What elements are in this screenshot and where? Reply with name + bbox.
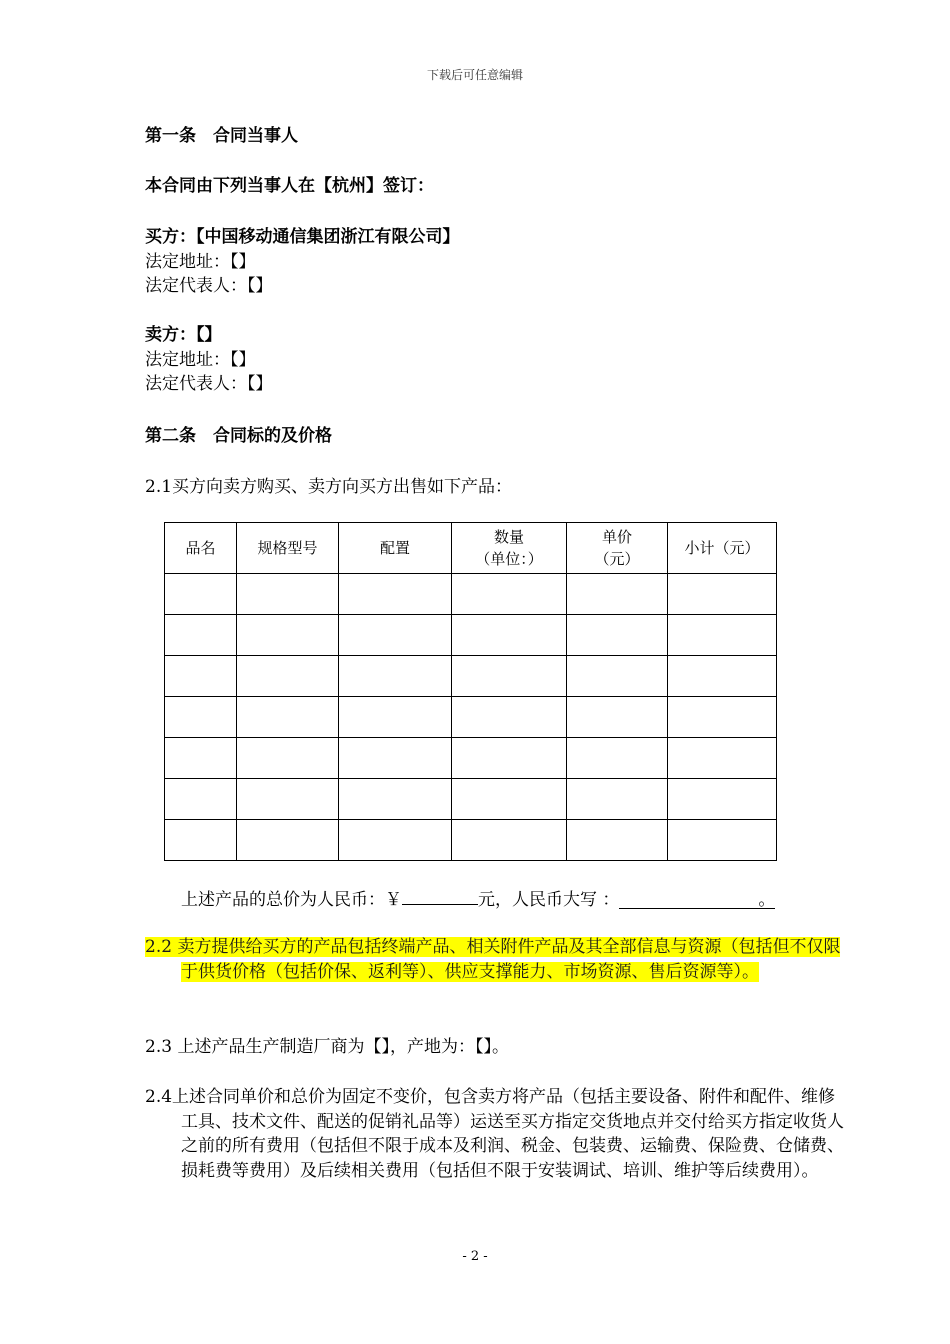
table-cell [668, 615, 777, 656]
total-price-end: 。 [758, 890, 776, 910]
product-table [164, 522, 777, 861]
total-amount-blank [402, 884, 478, 905]
buyer-representative: 法定代表人：【】 [145, 276, 273, 296]
table-row [165, 656, 777, 697]
seller-address: 法定地址：【】 [145, 350, 256, 370]
table-cell [452, 574, 567, 615]
table-row [165, 820, 777, 861]
table-row [165, 738, 777, 779]
table-cell [452, 615, 567, 656]
buyer-line: 买方：【中国移动通信集团浙江有限公司】 [145, 227, 460, 247]
table-cell [339, 656, 452, 697]
table-cell [567, 820, 668, 861]
table-cell [452, 779, 567, 820]
table-cell [237, 738, 339, 779]
header-cell-subtotal: 小计（元） [668, 523, 777, 574]
table-cell [567, 656, 668, 697]
table-cell [339, 615, 452, 656]
table-header-row [165, 523, 777, 574]
table-cell [237, 820, 339, 861]
table-cell [165, 820, 237, 861]
table-row [165, 697, 777, 738]
table-cell [165, 615, 237, 656]
table-cell [165, 738, 237, 779]
table-cell [237, 779, 339, 820]
table-cell [567, 615, 668, 656]
article-1-intro: 本合同由下列当事人在【杭州】签订： [145, 176, 434, 196]
table-row [165, 574, 777, 615]
table-cell [339, 697, 452, 738]
table-cell [567, 697, 668, 738]
header-cell-model: 规格型号 [237, 523, 339, 574]
table-cell [339, 738, 452, 779]
table-cell [668, 820, 777, 861]
seller-line: 卖方：【】 [145, 325, 222, 345]
table-cell [452, 697, 567, 738]
table-cell [339, 779, 452, 820]
table-row [165, 779, 777, 820]
table-cell [237, 574, 339, 615]
table-cell [668, 656, 777, 697]
table-cell [339, 820, 452, 861]
clause-2-2 [145, 935, 846, 984]
table-cell [237, 615, 339, 656]
header-cell-unit-price: 单价 （元） [567, 523, 668, 574]
article-2-title: 第二条 合同标的及价格 [145, 426, 332, 446]
total-price-line [181, 884, 775, 912]
header-cell-product-name: 品名 [165, 523, 237, 574]
table-cell [567, 574, 668, 615]
total-amount-words-blank [619, 888, 775, 909]
table-cell [165, 697, 237, 738]
table-cell [237, 656, 339, 697]
table-cell [668, 697, 777, 738]
page-header: 下载后可任意编辑 [426, 68, 523, 82]
table-cell [165, 656, 237, 697]
seller-representative: 法定代表人：【】 [145, 374, 273, 394]
clause-2-1: 2.1买方向卖方购买、卖方向买方出售如下产品： [145, 477, 513, 497]
table-cell [165, 779, 237, 820]
table-cell [668, 738, 777, 779]
table-cell [339, 574, 452, 615]
table-cell [452, 656, 567, 697]
header-cell-quantity: 数量 （单位：） [452, 523, 567, 574]
table-cell [668, 779, 777, 820]
total-price-mid: 元，人民币大写 ： [478, 890, 620, 910]
clause-2-4: 2.4上述合同单价和总价为固定不变价，包含卖方将产品（包括主要设备、附件和配件、维修工具、技术文件、配送的促销礼品等）运送至买方指定交货地点并交付给买方指定收货人之前的所有费用（包括但不限于成本及利润、税金、包装费、运输费、保险费、仓储费、损耗费等费用）及后续相关费用（包括但不限于安装调试、培训、维护等后续费用）。 [145, 1087, 844, 1181]
clause-2-3: 2.3 上述产品生产制造厂商为【】，产地为：【】。 [145, 1037, 509, 1057]
table-cell [668, 574, 777, 615]
clause-2-2-highlight: 2.2 卖方提供给买方的产品包括终端产品、相关附件产品及其全部信息与资源（包括但不仅限于供货价格（包括价保、返利等）、供应支撑能力、市场资源、售后资源等）。 [145, 937, 841, 982]
table-cell [452, 738, 567, 779]
buyer-address: 法定地址：【】 [145, 252, 256, 272]
table-cell [452, 820, 567, 861]
table-cell [165, 574, 237, 615]
table-row [165, 615, 777, 656]
table-cell [567, 738, 668, 779]
article-1-title: 第一条 合同当事人 [145, 126, 298, 146]
header-cell-configuration: 配置 [339, 523, 452, 574]
page-number: - 2 - [462, 1249, 488, 1264]
total-price-prefix: 上述产品的总价为人民币：￥ [181, 890, 402, 910]
table-cell [567, 779, 668, 820]
table-cell [237, 697, 339, 738]
